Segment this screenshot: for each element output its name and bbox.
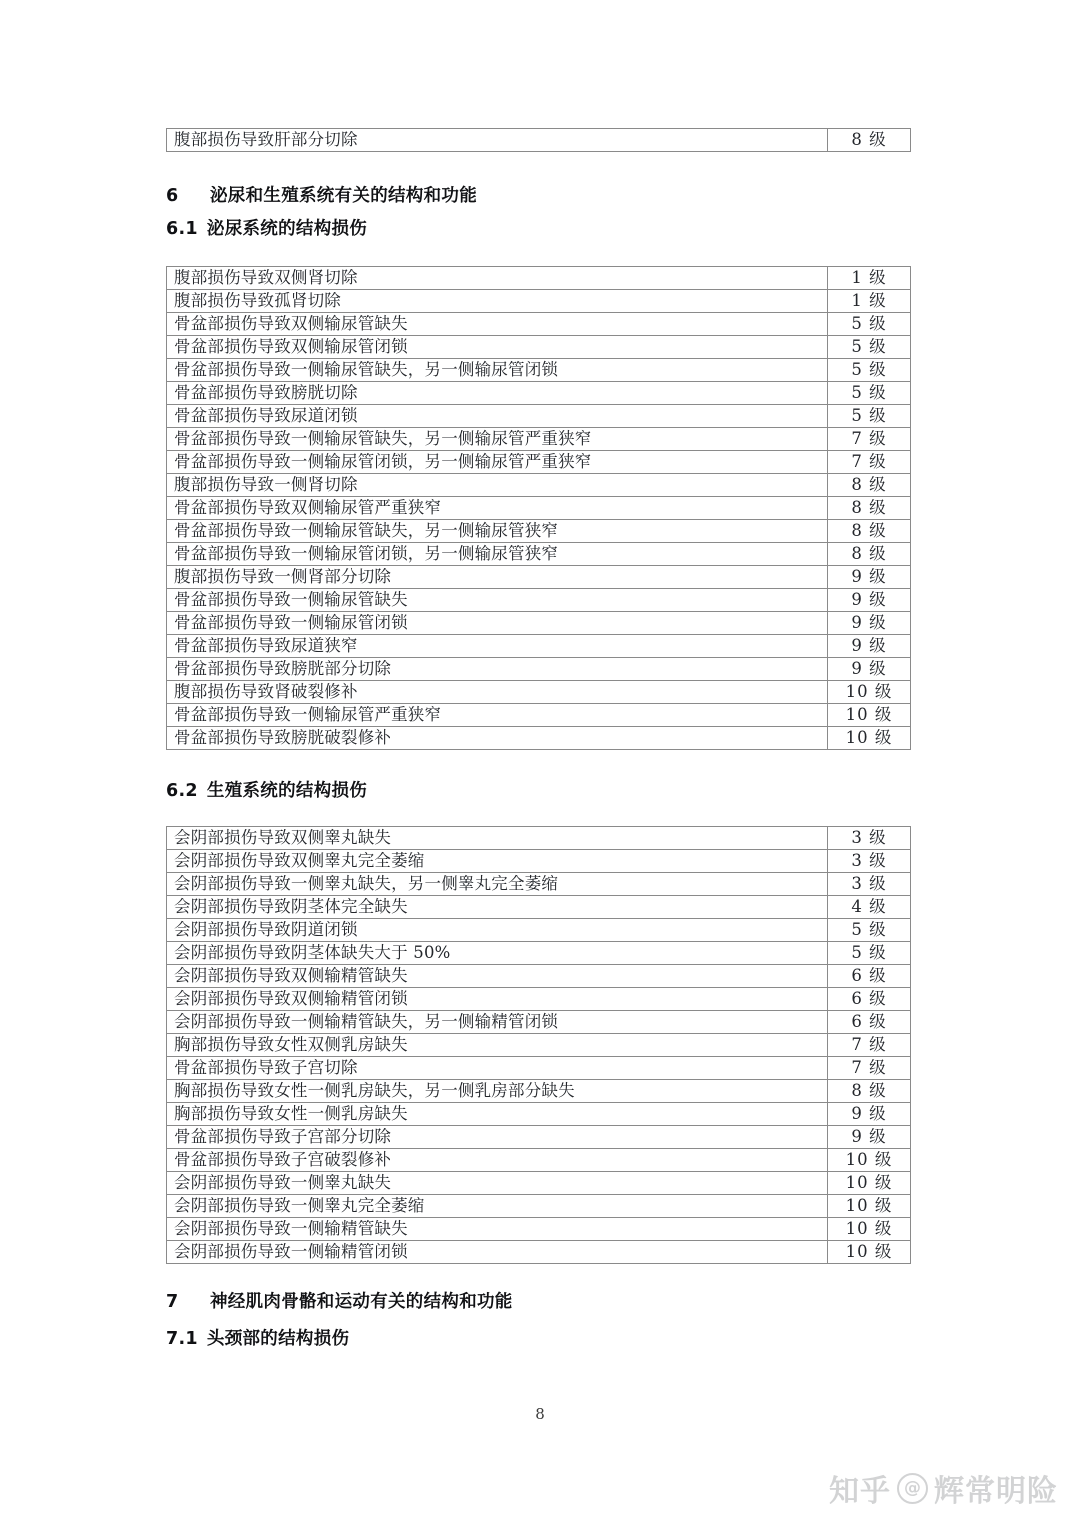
disability-grade-cell: 8 级	[828, 543, 911, 566]
disability-grade-cell: 3 级	[828, 873, 911, 896]
injury-description-cell: 会阴部损伤导致双侧输精管闭锁	[167, 988, 828, 1011]
disability-grade-cell: 9 级	[828, 1103, 911, 1126]
injury-description-cell: 会阴部损伤导致双侧输精管缺失	[167, 965, 828, 988]
disability-grade-cell: 1 级	[828, 290, 911, 313]
table-6-1-container	[166, 266, 911, 750]
disability-grade-cell: 7 级	[828, 1034, 911, 1057]
injury-description-cell: 腹部损伤导致一侧肾切除	[167, 474, 828, 497]
disability-grade-cell: 10 级	[828, 1172, 911, 1195]
table-row	[167, 313, 911, 336]
table-row	[167, 873, 911, 896]
table-row	[167, 497, 911, 520]
table-row	[167, 451, 911, 474]
table-row	[167, 543, 911, 566]
table-row	[167, 942, 911, 965]
table-row	[167, 704, 911, 727]
disability-grade-cell: 9 级	[828, 1126, 911, 1149]
injury-description-cell: 腹部损伤导致肾破裂修补	[167, 681, 828, 704]
disability-grade-cell: 9 级	[828, 612, 911, 635]
injury-description-cell: 腹部损伤导致肝部分切除	[167, 129, 828, 152]
table-row	[167, 1057, 911, 1080]
table-row	[167, 681, 911, 704]
table-row	[167, 919, 911, 942]
reproductive-system-grade-table	[166, 826, 911, 1264]
table-body	[167, 129, 911, 152]
injury-description-cell: 骨盆部损伤导致子宫切除	[167, 1057, 828, 1080]
table-row	[167, 1172, 911, 1195]
disability-grade-cell: 8 级	[828, 520, 911, 543]
table-row	[167, 359, 911, 382]
injury-description-cell: 骨盆部损伤导致双侧输尿管缺失	[167, 313, 828, 336]
section-6-2-title: 生殖系统的结构损伤	[206, 781, 368, 801]
page-number: 8	[535, 1405, 545, 1423]
continuation-table-container	[166, 128, 911, 152]
injury-description-cell: 骨盆部损伤导致尿道闭锁	[167, 405, 828, 428]
injury-description-cell: 会阴部损伤导致双侧睾丸缺失	[167, 827, 828, 850]
disability-grade-cell: 10 级	[828, 1195, 911, 1218]
table-6-2-container	[166, 826, 911, 1264]
disability-grade-cell: 9 级	[828, 635, 911, 658]
disability-grade-cell: 10 级	[828, 681, 911, 704]
disability-grade-cell: 1 级	[828, 267, 911, 290]
watermark-username: 辉常明险	[934, 1474, 1058, 1509]
injury-description-cell: 会阴部损伤导致双侧睾丸完全萎缩	[167, 850, 828, 873]
injury-description-cell: 会阴部损伤导致一侧睾丸完全萎缩	[167, 1195, 828, 1218]
heading-section-7-1	[166, 1325, 349, 1350]
section-7-1-title: 头颈部的结构损伤	[206, 1329, 350, 1349]
table-row	[167, 405, 911, 428]
disability-grade-cell: 5 级	[828, 382, 911, 405]
disability-grade-cell: 5 级	[828, 359, 911, 382]
table-row	[167, 988, 911, 1011]
injury-description-cell: 骨盆部损伤导致子宫部分切除	[167, 1126, 828, 1149]
injury-description-cell: 腹部损伤导致孤肾切除	[167, 290, 828, 313]
disability-grade-cell: 10 级	[828, 727, 911, 750]
disability-grade-cell: 7 级	[828, 428, 911, 451]
disability-grade-cell: 7 级	[828, 451, 911, 474]
table-row	[167, 1034, 911, 1057]
table-row	[167, 827, 911, 850]
table-row	[167, 727, 911, 750]
table-row	[167, 589, 911, 612]
table-row	[167, 382, 911, 405]
table-row	[167, 1103, 911, 1126]
injury-description-cell: 骨盆部损伤导致膀胱破裂修补	[167, 727, 828, 750]
injury-description-cell: 会阴部损伤导致阴茎体完全缺失	[167, 896, 828, 919]
injury-description-cell: 会阴部损伤导致一侧输精管闭锁	[167, 1241, 828, 1264]
section-7-number: 7	[166, 1292, 179, 1312]
disability-grade-cell: 4 级	[828, 896, 911, 919]
injury-description-cell: 骨盆部损伤导致一侧输尿管闭锁	[167, 612, 828, 635]
injury-description-cell: 骨盆部损伤导致一侧输尿管缺失，另一侧输尿管闭锁	[167, 359, 828, 382]
table-row	[167, 1241, 911, 1264]
disability-grade-cell: 5 级	[828, 942, 911, 965]
disability-grade-cell: 6 级	[828, 988, 911, 1011]
injury-description-cell: 会阴部损伤导致一侧输精管缺失	[167, 1218, 828, 1241]
injury-description-cell: 胸部损伤导致女性一侧乳房缺失，另一侧乳房部分缺失	[167, 1080, 828, 1103]
urinary-system-grade-table	[166, 266, 911, 750]
injury-description-cell: 骨盆部损伤导致子宫破裂修补	[167, 1149, 828, 1172]
injury-description-cell: 骨盆部损伤导致双侧输尿管严重狭窄	[167, 497, 828, 520]
heading-section-7	[166, 1288, 513, 1313]
disability-grade-cell: 10 级	[828, 704, 911, 727]
continuation-grade-table	[166, 128, 911, 152]
disability-grade-cell: 6 级	[828, 965, 911, 988]
injury-description-cell: 骨盆部损伤导致一侧输尿管缺失，另一侧输尿管严重狭窄	[167, 428, 828, 451]
table-row	[167, 1195, 911, 1218]
heading-section-6	[166, 182, 477, 207]
disability-grade-cell: 9 级	[828, 658, 911, 681]
table-row	[167, 658, 911, 681]
injury-description-cell: 骨盆部损伤导致一侧输尿管闭锁，另一侧输尿管严重狭窄	[167, 451, 828, 474]
table-row	[167, 474, 911, 497]
table-row	[167, 1080, 911, 1103]
disability-grade-cell: 5 级	[828, 313, 911, 336]
table-row	[167, 1126, 911, 1149]
section-7-1-number: 7.1	[166, 1329, 198, 1349]
table-row	[167, 129, 911, 152]
table-row	[167, 267, 911, 290]
section-6-number: 6	[166, 186, 179, 206]
disability-grade-cell: 9 级	[828, 589, 911, 612]
injury-description-cell: 骨盆部损伤导致一侧输尿管闭锁，另一侧输尿管狭窄	[167, 543, 828, 566]
disability-grade-cell: 8 级	[828, 1080, 911, 1103]
disability-grade-cell: 7 级	[828, 1057, 911, 1080]
injury-description-cell: 会阴部损伤导致阴道闭锁	[167, 919, 828, 942]
disability-grade-cell: 10 级	[828, 1218, 911, 1241]
disability-grade-cell: 8 级	[828, 129, 911, 152]
table-body	[167, 267, 911, 750]
section-6-title: 泌尿和生殖系统有关的结构和功能	[210, 186, 477, 206]
injury-description-cell: 骨盆部损伤导致双侧输尿管闭锁	[167, 336, 828, 359]
section-7-title: 神经肌肉骨骼和运动有关的结构和功能	[210, 1292, 513, 1312]
heading-section-6-1	[166, 215, 367, 240]
injury-description-cell: 腹部损伤导致双侧肾切除	[167, 267, 828, 290]
injury-description-cell: 骨盆部损伤导致一侧输尿管严重狭窄	[167, 704, 828, 727]
watermark-brand: 知乎	[829, 1474, 891, 1509]
disability-grade-cell: 5 级	[828, 919, 911, 942]
watermark	[829, 1466, 1058, 1510]
disability-grade-cell: 3 级	[828, 827, 911, 850]
injury-description-cell: 会阴部损伤导致一侧输精管缺失，另一侧输精管闭锁	[167, 1011, 828, 1034]
table-row	[167, 850, 911, 873]
injury-description-cell: 骨盆部损伤导致膀胱部分切除	[167, 658, 828, 681]
table-row	[167, 1149, 911, 1172]
table-row	[167, 635, 911, 658]
table-row	[167, 520, 911, 543]
table-row	[167, 290, 911, 313]
injury-description-cell: 会阴部损伤导致阴茎体缺失大于 50%	[167, 942, 828, 965]
disability-grade-cell: 3 级	[828, 850, 911, 873]
table-row	[167, 428, 911, 451]
disability-grade-cell: 8 级	[828, 497, 911, 520]
table-row	[167, 1011, 911, 1034]
section-6-2-number: 6.2	[166, 781, 198, 801]
table-body	[167, 827, 911, 1264]
injury-description-cell: 骨盆部损伤导致膀胱切除	[167, 382, 828, 405]
injury-description-cell: 会阴部损伤导致一侧睾丸缺失	[167, 1172, 828, 1195]
disability-grade-cell: 9 级	[828, 566, 911, 589]
section-6-1-title: 泌尿系统的结构损伤	[206, 219, 368, 239]
disability-grade-cell: 10 级	[828, 1149, 911, 1172]
table-row	[167, 965, 911, 988]
injury-description-cell: 骨盆部损伤导致一侧输尿管缺失	[167, 589, 828, 612]
section-6-1-number: 6.1	[166, 219, 198, 239]
table-row	[167, 612, 911, 635]
injury-description-cell: 腹部损伤导致一侧肾部分切除	[167, 566, 828, 589]
disability-grade-cell: 8 级	[828, 474, 911, 497]
table-row	[167, 896, 911, 919]
table-row	[167, 566, 911, 589]
table-row	[167, 1218, 911, 1241]
injury-description-cell: 会阴部损伤导致一侧睾丸缺失，另一侧睾丸完全萎缩	[167, 873, 828, 896]
disability-grade-cell: 5 级	[828, 405, 911, 428]
injury-description-cell: 骨盆部损伤导致一侧输尿管缺失，另一侧输尿管狭窄	[167, 520, 828, 543]
table-row	[167, 336, 911, 359]
disability-grade-cell: 6 级	[828, 1011, 911, 1034]
injury-description-cell: 胸部损伤导致女性双侧乳房缺失	[167, 1034, 828, 1057]
heading-section-6-2	[166, 777, 367, 802]
injury-description-cell: 骨盆部损伤导致尿道狭窄	[167, 635, 828, 658]
at-icon: @	[897, 1473, 928, 1504]
disability-grade-cell: 5 级	[828, 336, 911, 359]
injury-description-cell: 胸部损伤导致女性一侧乳房缺失	[167, 1103, 828, 1126]
disability-grade-cell: 10 级	[828, 1241, 911, 1264]
